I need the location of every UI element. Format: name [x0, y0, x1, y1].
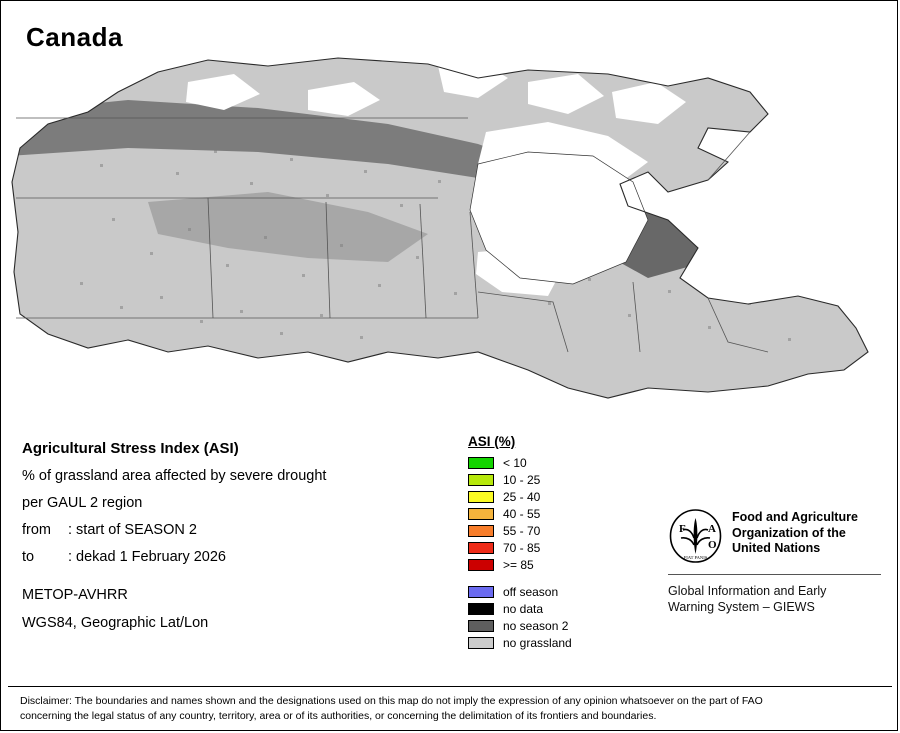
legend-item — [468, 472, 668, 487]
giews-line-2: Warning System – GIEWS — [668, 600, 815, 615]
legend-label: no data — [503, 601, 544, 616]
fao-divider — [668, 574, 881, 575]
svg-text:F: F — [679, 523, 686, 535]
svg-text:A: A — [708, 523, 716, 535]
period-from-value: : start of SEASON 2 — [68, 522, 197, 538]
legend-swatch — [468, 603, 494, 615]
legend-label: 25 - 40 — [503, 489, 541, 504]
disclaimer — [20, 694, 870, 724]
legend-swatch — [468, 525, 494, 537]
legend-swatch — [468, 474, 494, 486]
legend-swatch — [468, 508, 494, 520]
fao-org-line-2: Organization of the — [732, 525, 846, 540]
legend-item — [468, 557, 668, 572]
legend-item — [468, 584, 668, 599]
legend-label: 10 - 25 — [503, 472, 541, 487]
legend-label: 55 - 70 — [503, 523, 541, 538]
legend-item — [468, 489, 668, 504]
legend-swatch — [468, 559, 494, 571]
period-to-value: : dekad 1 February 2026 — [68, 549, 226, 565]
legend-item — [468, 506, 668, 521]
legend-label: >= 85 — [503, 557, 534, 572]
legend-swatch — [468, 637, 494, 649]
legend-item — [468, 455, 668, 470]
legend-swatch — [468, 620, 494, 632]
fao-org-line-3: United Nations — [732, 541, 821, 556]
fao-logo — [668, 508, 723, 564]
legend-item — [468, 601, 668, 616]
asi-heading: Agricultural Stress Index (ASI) — [22, 440, 239, 457]
legend-label: 40 - 55 — [503, 506, 541, 521]
legend-swatch — [468, 586, 494, 598]
period-from — [22, 522, 452, 538]
giews-line-1: Global Information and Early — [668, 584, 827, 598]
period-to-label: to — [22, 549, 35, 565]
legend-label: no season 2 — [503, 618, 569, 633]
legend-item — [468, 523, 668, 538]
asi-legend-title: ASI (%) — [468, 434, 516, 449]
disclaimer-line-2: concerning the legal status of any country, territory, area or of its authorities, or concerning the delimitation of its frontiers and boundaries. — [20, 710, 657, 723]
sensor-label: METOP-AVHRR — [22, 587, 128, 603]
asi-subtitle-2: per GAUL 2 region — [22, 495, 143, 511]
legend-item — [468, 618, 668, 633]
disclaimer-line-1: Disclaimer: The boundaries and names shown and the designations used on this map do not imply the expression of any opinion whatsoever on the part of FAO — [20, 695, 763, 707]
asi-legend — [468, 434, 668, 652]
svg-text:FIAT PANIS: FIAT PANIS — [683, 555, 708, 560]
period-to — [22, 549, 452, 565]
legend-item — [468, 540, 668, 555]
fao-branding — [668, 508, 883, 616]
legend-swatch — [468, 542, 494, 554]
legend-item — [468, 635, 668, 650]
legend-swatch — [468, 491, 494, 503]
period-from-label: from — [22, 522, 51, 538]
page-title: Canada — [26, 22, 123, 52]
projection-label: WGS84, Geographic Lat/Lon — [22, 615, 209, 631]
legend-label: off season — [503, 584, 559, 599]
legend-spacer — [468, 574, 668, 584]
legend-swatch — [468, 457, 494, 469]
disclaimer-divider — [8, 686, 892, 687]
fao-org-name — [732, 510, 858, 557]
legend-label: 70 - 85 — [503, 540, 541, 555]
svg-text:O: O — [708, 539, 717, 551]
giews-text — [668, 583, 883, 616]
fao-org-line-1: Food and Agriculture — [732, 510, 858, 524]
map-description-block — [22, 440, 452, 631]
legend-label: no grassland — [503, 635, 572, 650]
canada-map-svg — [8, 52, 892, 402]
map-canvas[interactable] — [8, 52, 892, 402]
legend-label: < 10 — [503, 455, 527, 470]
asi-subtitle-1: % of grassland area affected by severe drought — [22, 468, 327, 484]
